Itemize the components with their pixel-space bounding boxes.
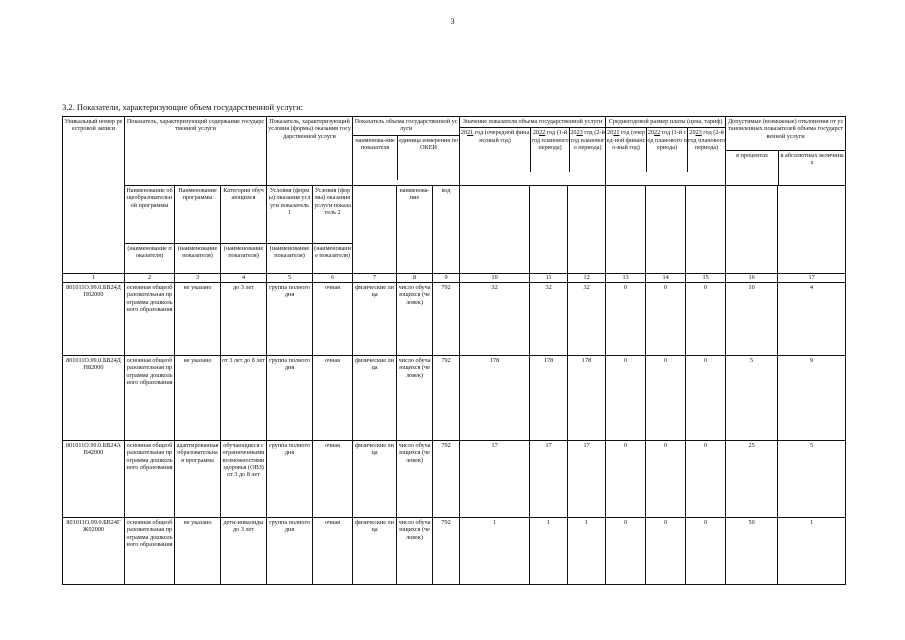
- cell-program: основная общеобразовательная программа дошкольного образования: [125, 282, 175, 355]
- cell-dev-abs: 1: [778, 517, 846, 584]
- cell-program: основная общеобразовательная программа дошкольного образования: [125, 517, 175, 584]
- cell-program-type: не указано: [175, 355, 221, 440]
- cell-program: основная общеобразовательная программа дошкольного образования: [125, 440, 175, 517]
- header-year-3-spacer: [568, 185, 606, 273]
- year-2-suffix: год (1-й год планового периода): [531, 129, 569, 151]
- header-fee-year-3: [688, 128, 725, 172]
- cell-value-2: 32: [530, 282, 568, 355]
- fee-1-prefix: 20: [607, 129, 614, 137]
- cell-indicator: физические лица: [353, 282, 397, 355]
- header-year-3: [570, 128, 605, 172]
- cell-value-2: 1: [530, 517, 568, 584]
- header-value-group: [460, 117, 606, 186]
- header-condition-1: Условия (формы) оказания услуги показатель 1: [267, 185, 313, 243]
- column-number: 12: [568, 273, 606, 282]
- cell-dev-pct: 25: [726, 440, 778, 517]
- header-year-1: [460, 128, 531, 172]
- year-2-prefix: 20: [532, 129, 540, 137]
- column-number: 13: [606, 273, 646, 282]
- header-content-3: Категория обучающихся: [221, 185, 267, 243]
- cell-category: до 3 лет: [221, 282, 267, 355]
- header-volume-group: [353, 117, 460, 186]
- cell-program-type: адаптированная образовательная программа: [175, 440, 221, 517]
- column-numbers-row: [63, 273, 846, 282]
- cell-unit: число обучающихся (человек): [397, 440, 433, 517]
- cell-fee-2: 0: [646, 517, 686, 584]
- volume-indicators-table: [62, 116, 846, 585]
- column-number: 5: [267, 273, 313, 282]
- column-number: 14: [646, 273, 686, 282]
- column-number: 10: [460, 273, 530, 282]
- cell-value-3: 178: [568, 355, 606, 440]
- header-sub-name-2: (наименование показателя): [175, 243, 221, 273]
- table-row: [63, 517, 846, 584]
- header-unit-name: наименова-ние: [397, 185, 433, 273]
- cell-fee-3: 0: [686, 355, 726, 440]
- cell-fee-2: 0: [646, 440, 686, 517]
- header-volume-group-label: Показатель объема государственной услуги: [354, 118, 458, 133]
- cell-mode: очная: [313, 355, 353, 440]
- header-content-2: Наименование программы: [175, 185, 221, 243]
- cell-dev-pct: 10: [726, 282, 778, 355]
- fee-1-number: 21: [613, 129, 620, 137]
- fee-2-suffix: год (1-й год планового периода): [647, 129, 687, 151]
- fee-3-number: 23: [695, 129, 702, 137]
- column-number: 7: [353, 273, 397, 282]
- header-year-1-spacer: [460, 185, 530, 273]
- column-number: 3: [175, 273, 221, 282]
- fee-1-suffix: год (очеред-ной финансо-вый год): [606, 129, 646, 151]
- cell-okei: 792: [433, 440, 460, 517]
- header-volume-name: наименова-ние показателя: [353, 136, 398, 180]
- cell-value-1: 178: [460, 355, 530, 440]
- header-dev-pct-spacer: [726, 185, 778, 273]
- cell-okei: 792: [433, 282, 460, 355]
- cell-unit: число обучающихся (человек): [397, 355, 433, 440]
- header-value-group-label: Значение показателя объема государственной услуги: [462, 118, 603, 125]
- cell-value-2: 17: [530, 440, 568, 517]
- year-1-suffix: год (очередной финансовый год): [474, 129, 530, 144]
- cell-dev-abs: 5: [778, 440, 846, 517]
- fee-3-prefix: 20: [689, 129, 696, 137]
- cell-mode: очная: [313, 282, 353, 355]
- header-sub-name-3: (наименование показателя): [221, 243, 267, 273]
- cell-fee-2: 0: [646, 282, 686, 355]
- header-fee-group-label: Среднегодовой размер платы (цена, тариф): [608, 118, 723, 125]
- cell-fee-3: 0: [686, 517, 726, 584]
- column-number: 15: [686, 273, 726, 282]
- cell-unit: число обучающихся (человек): [397, 517, 433, 584]
- column-number: 9: [433, 273, 460, 282]
- table-row: [63, 282, 846, 355]
- cell-program-type: не указано: [175, 517, 221, 584]
- header-fee-year-2: [647, 128, 688, 172]
- column-number: 4: [221, 273, 267, 282]
- cell-value-1: 1: [460, 517, 530, 584]
- header-year-2: [531, 128, 570, 172]
- cell-fee-1: 0: [606, 282, 646, 355]
- cell-category: обучающиеся с ограниченными возможностями здоровья (ОВЗ) от 3 до 8 лет: [221, 440, 267, 517]
- cell-dev-abs: 9: [778, 355, 846, 440]
- header-fee-group: [606, 117, 726, 186]
- cell-program: основная общеобразовательная программа дошкольного образования: [125, 355, 175, 440]
- header-fee-3-spacer: [686, 185, 726, 273]
- cell-form: группа полного дня: [267, 517, 313, 584]
- cell-value-2: 178: [530, 355, 568, 440]
- header-year-2-spacer: [530, 185, 568, 273]
- column-number: 11: [530, 273, 568, 282]
- fee-2-number: 22: [653, 129, 661, 137]
- cell-category: от 3 лет до 8 лет: [221, 355, 267, 440]
- header-unit-code: код: [433, 185, 460, 273]
- column-number: 17: [778, 273, 846, 282]
- column-number: 2: [125, 273, 175, 282]
- year-3-prefix: 20: [570, 129, 577, 137]
- year-2-number: 22: [539, 129, 546, 137]
- year-3-suffix: год (2-й год планового периода): [570, 129, 605, 151]
- header-deviation-group: [726, 117, 846, 186]
- cell-okei: 792: [433, 355, 460, 440]
- cell-indicator: физические лица: [353, 517, 397, 584]
- cell-value-3: 1: [568, 517, 606, 584]
- header-sub-name-1: (наименование показателя): [125, 243, 175, 273]
- header-row-2: [63, 185, 846, 243]
- cell-category: дети-инвалиды до 3 лет: [221, 517, 267, 584]
- header-sub-name-4: (наименование показателя): [267, 243, 313, 273]
- header-deviation-group-label: Допустимые (возможные) отклонения от установленных показателей объема государственной услуги: [727, 118, 844, 140]
- column-number: 16: [726, 273, 778, 282]
- cell-indicator: физические лица: [353, 355, 397, 440]
- header-fee-year-1: [606, 128, 647, 172]
- fee-3-suffix: год (2-й год планового периода): [688, 129, 726, 151]
- cell-code: 801011О.99.0.БВ24ДП02000: [63, 282, 125, 355]
- cell-code: 801011О.99.0.БВ24АВ42000: [63, 440, 125, 517]
- cell-mode: очная: [313, 440, 353, 517]
- fee-2-prefix: 20: [647, 129, 654, 137]
- header-conditions-group: Показатель, характеризующий условия (формы) оказания государственной услуги: [267, 117, 353, 186]
- header-dev-abs-spacer: [778, 185, 846, 273]
- cell-form: группа полного дня: [267, 355, 313, 440]
- column-number: 1: [63, 273, 125, 282]
- year-3-number: 23: [576, 129, 583, 137]
- cell-unit: число обучающихся (человек): [397, 282, 433, 355]
- cell-indicator: физические лица: [353, 440, 397, 517]
- header-content-group: Показатель, характеризующий содержание государственной услуги: [125, 117, 267, 186]
- header-deviation-percent: в процентах: [726, 151, 779, 185]
- header-condition-2: Условия (формы) оказания услуги показатель 2: [313, 185, 353, 243]
- cell-dev-pct: 5: [726, 355, 778, 440]
- cell-form: группа полного дня: [267, 282, 313, 355]
- cell-code: 801011О.99.0.БВ24ГЖ02000: [63, 517, 125, 584]
- cell-program-type: не указано: [175, 282, 221, 355]
- cell-value-1: 32: [460, 282, 530, 355]
- header-unique-number: Уникальный номер реестровой записи: [63, 117, 125, 274]
- cell-form: группа полного дня: [267, 440, 313, 517]
- cell-fee-1: 0: [606, 355, 646, 440]
- header-unit-group: единица измерения по ОКЕИ: [399, 136, 459, 151]
- header-sub-name-5: (наименование показателя): [313, 243, 353, 273]
- page-number: 3: [450, 17, 455, 26]
- cell-value-3: 32: [568, 282, 606, 355]
- year-1-number: 21: [467, 129, 474, 137]
- section-title: 3.2. Показатели, характеризующие объем государственной услуги:: [62, 102, 304, 112]
- cell-code: 801011О.99.0.БВ24ДН82000: [63, 355, 125, 440]
- header-deviation-absolute: в абсолютных величинах: [780, 151, 844, 167]
- header-fee-2-spacer: [646, 185, 686, 273]
- cell-fee-2: 0: [646, 355, 686, 440]
- cell-dev-pct: 50: [726, 517, 778, 584]
- header-volume-name-spacer: [353, 185, 397, 273]
- cell-fee-3: 0: [686, 440, 726, 517]
- header-fee-1-spacer: [606, 185, 646, 273]
- table-row: [63, 355, 846, 440]
- cell-mode: очная: [313, 517, 353, 584]
- cell-fee-3: 0: [686, 282, 726, 355]
- cell-okei: 792: [433, 517, 460, 584]
- table-row: [63, 440, 846, 517]
- column-number: 6: [313, 273, 353, 282]
- column-number: 8: [397, 273, 433, 282]
- header-row-1: [63, 117, 846, 186]
- cell-value-1: 17: [460, 440, 530, 517]
- cell-dev-abs: 4: [778, 282, 846, 355]
- cell-value-3: 17: [568, 440, 606, 517]
- cell-fee-1: 0: [606, 440, 646, 517]
- year-1-prefix: 20: [460, 129, 468, 137]
- cell-fee-1: 0: [606, 517, 646, 584]
- header-content-1: Наименование общеобразовательной программы: [125, 185, 175, 243]
